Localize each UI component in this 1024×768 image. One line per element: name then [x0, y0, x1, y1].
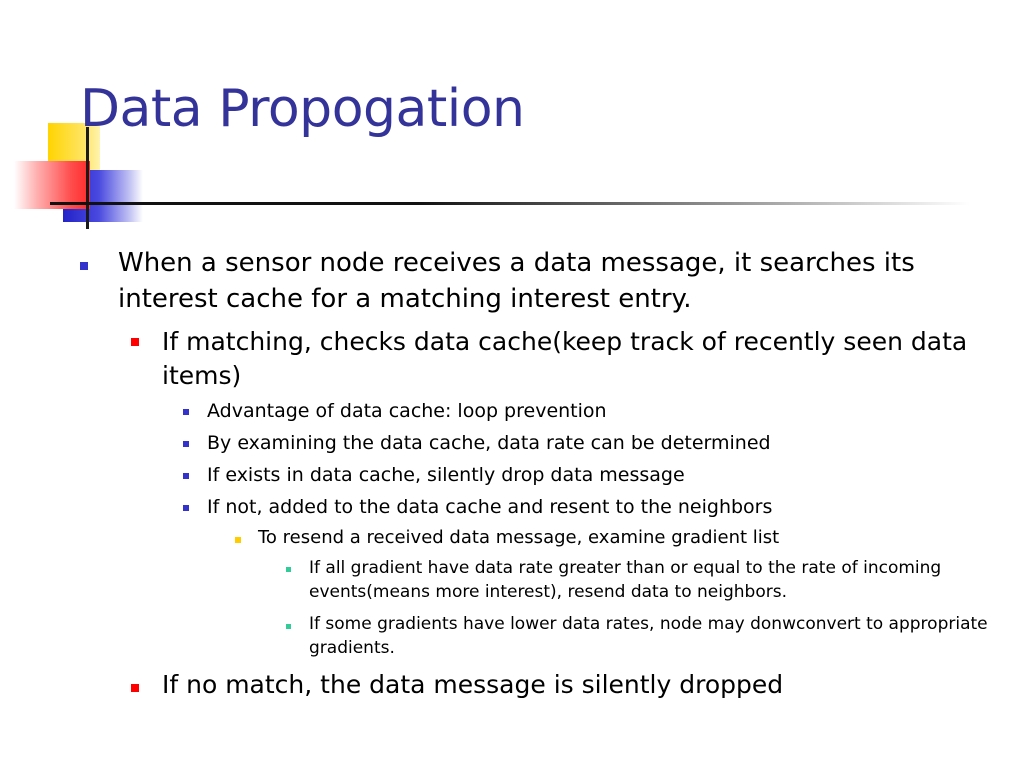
- bullet-text: If not, added to the data cache and resent to the neighbors: [207, 496, 773, 518]
- title-underline-rule: [50, 202, 970, 205]
- bullet-text: If some gradients have lower data rates, node may donwconvert to appropriate gradients.: [309, 614, 988, 658]
- bullet-level3-item: [207, 397, 997, 425]
- bullet-square-icon: [183, 441, 189, 447]
- bullet-square-icon: [286, 567, 291, 572]
- bullet-level3-item: [207, 429, 997, 457]
- bullet-text: By examining the data cache, data rate can be determined: [207, 432, 771, 454]
- bullet-level1-item: [118, 245, 998, 317]
- bullet-text: If matching, checks data cache(keep track of recently seen data items): [162, 327, 968, 390]
- bullet-square-icon: [131, 684, 139, 692]
- bullet-level3-item: [207, 493, 997, 521]
- slide-title: Data Propogation: [80, 79, 525, 139]
- bullet-level4-item: [258, 525, 998, 551]
- bullet-square-icon: [80, 262, 88, 270]
- bullet-level2-item: [162, 325, 1002, 393]
- bullet-square-icon: [235, 537, 241, 543]
- bullet-text: To resend a received data message, examine gradient list: [258, 527, 780, 548]
- bullet-text: Advantage of data cache: loop prevention: [207, 400, 607, 422]
- bullet-level5-item: [309, 612, 999, 660]
- bullet-square-icon: [286, 624, 291, 629]
- bullet-level2-item: [162, 668, 1002, 702]
- bullet-square-icon: [183, 505, 189, 511]
- bullet-text: If no match, the data message is silently dropped: [162, 670, 784, 699]
- bullet-square-icon: [183, 473, 189, 479]
- bullet-level5-item: [309, 556, 999, 604]
- bullet-text: If exists in data cache, silently drop data message: [207, 464, 685, 486]
- vertical-rule-line: [86, 127, 89, 229]
- bullet-square-icon: [183, 409, 189, 415]
- bullet-text: If all gradient have data rate greater than or equal to the rate of incoming events(means more interest), resend data to neighbors.: [309, 558, 942, 602]
- bullet-level3-item: [207, 461, 997, 489]
- bullet-square-icon: [131, 338, 139, 346]
- bullet-text: When a sensor node receives a data message, it searches its interest cache for a matching interest entry.: [118, 248, 915, 314]
